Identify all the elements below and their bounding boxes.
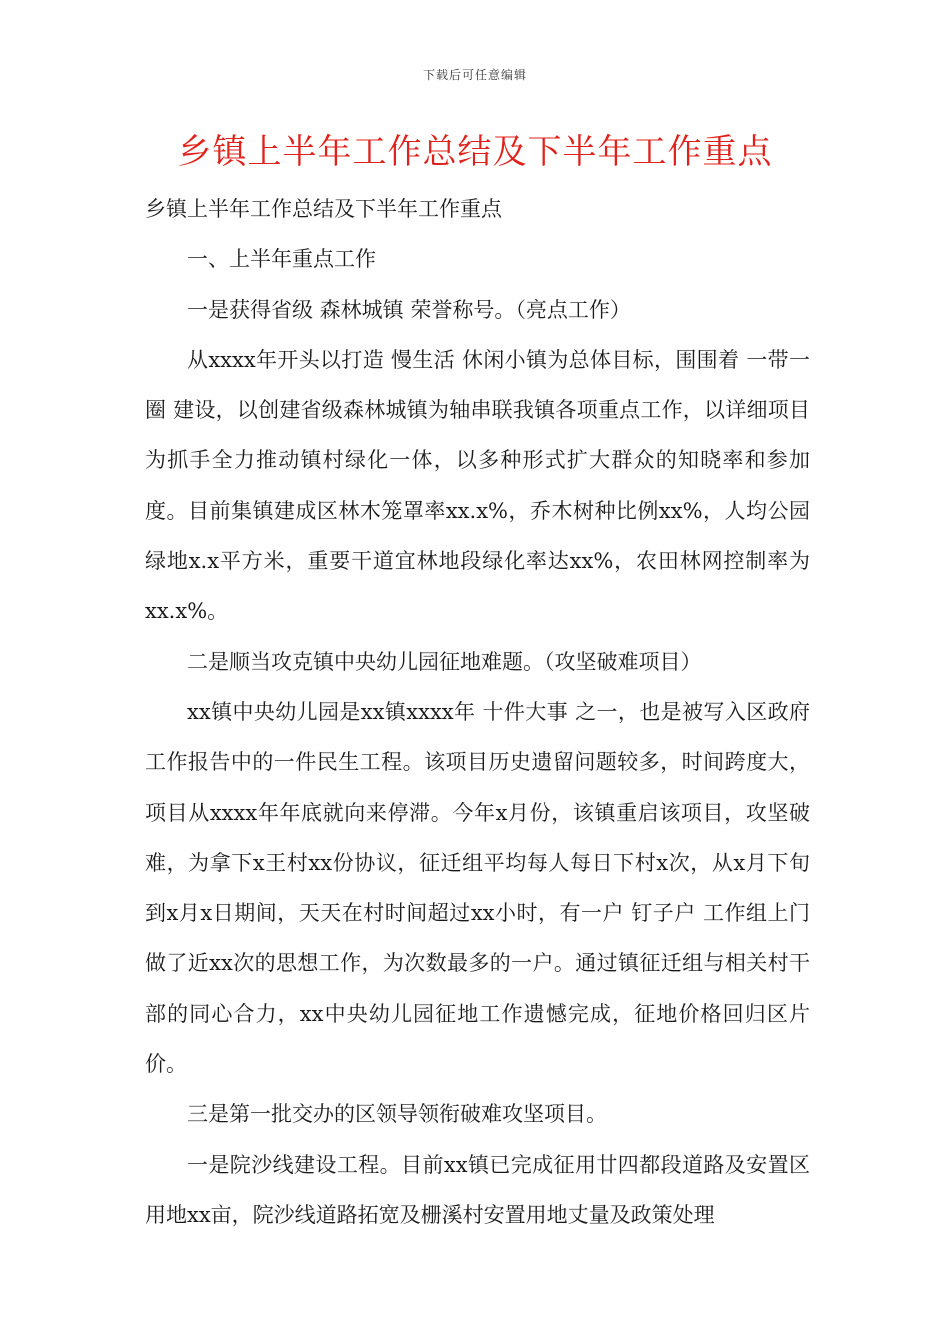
paragraph-section-heading: 一、上半年重点工作 (187, 247, 376, 272)
document-title: 乡镇上半年工作总结及下半年工作重点 (177, 132, 773, 172)
paragraph-body: xx镇中央幼儿园是xx镇xxxx年 十件大事 之一，也是被写入区政府工作报告中的一件民生工程。该项目历史遗留问题较多，时间跨度大，项目从xxxx年年底就向来停滞。今年x月份，该镇重启该项目，攻坚破难，为拿下x王村xx份协议，征迁组平均每人每日下村x次，从x月下旬到x月x日期间，天天在村时间超过xx小时，有一户 钉子户 工作组上门做了近xx次的思想工作，为次数最多的一户。通过镇征迁组与相关村干部的同心合力，xx中央幼儿园征地工作遗憾完成，征地价格回归区片价。 (145, 699, 810, 1077)
paragraph-subtitle: 乡镇上半年工作总结及下半年工作重点 (145, 197, 502, 221)
document-body (145, 184, 810, 1240)
paragraph-item-two: 二是顺当攻克镇中央幼儿园征地难题。（攻坚破难项目） (187, 649, 702, 674)
paragraph-item-three: 三是第一批交办的区领导领衔破难攻坚项目。 (187, 1102, 607, 1127)
paragraph-body: 一是院沙线建设工程。目前xx镇已完成征用廿四都段道路及安置区用地xx亩，院沙线道路拓宽及栅溪村安置用地丈量及政策处理 (145, 1152, 810, 1227)
paragraph-body: 从xxxx年开头以打造 慢生活 休闲小镇为总体目标，围围着 一带一圈 建设，以创建省级森林城镇为轴串联我镇各项重点工作，以详细项目为抓手全力推动镇村绿化一体，以多种形式扩大群众的知晓率和参加度。目前集镇建成区林木笼罩率xx.x%，乔木树种比例xx%，人均公园绿地x.x平方米，重要干道宜林地段绿化率达xx%，农田林网控制率为xx.x%。 (145, 347, 810, 624)
paragraph-item-one: 一是获得省级 森林城镇 荣誉称号。（亮点工作） (187, 297, 631, 322)
header-note: 下载后可任意编辑 (422, 68, 527, 82)
